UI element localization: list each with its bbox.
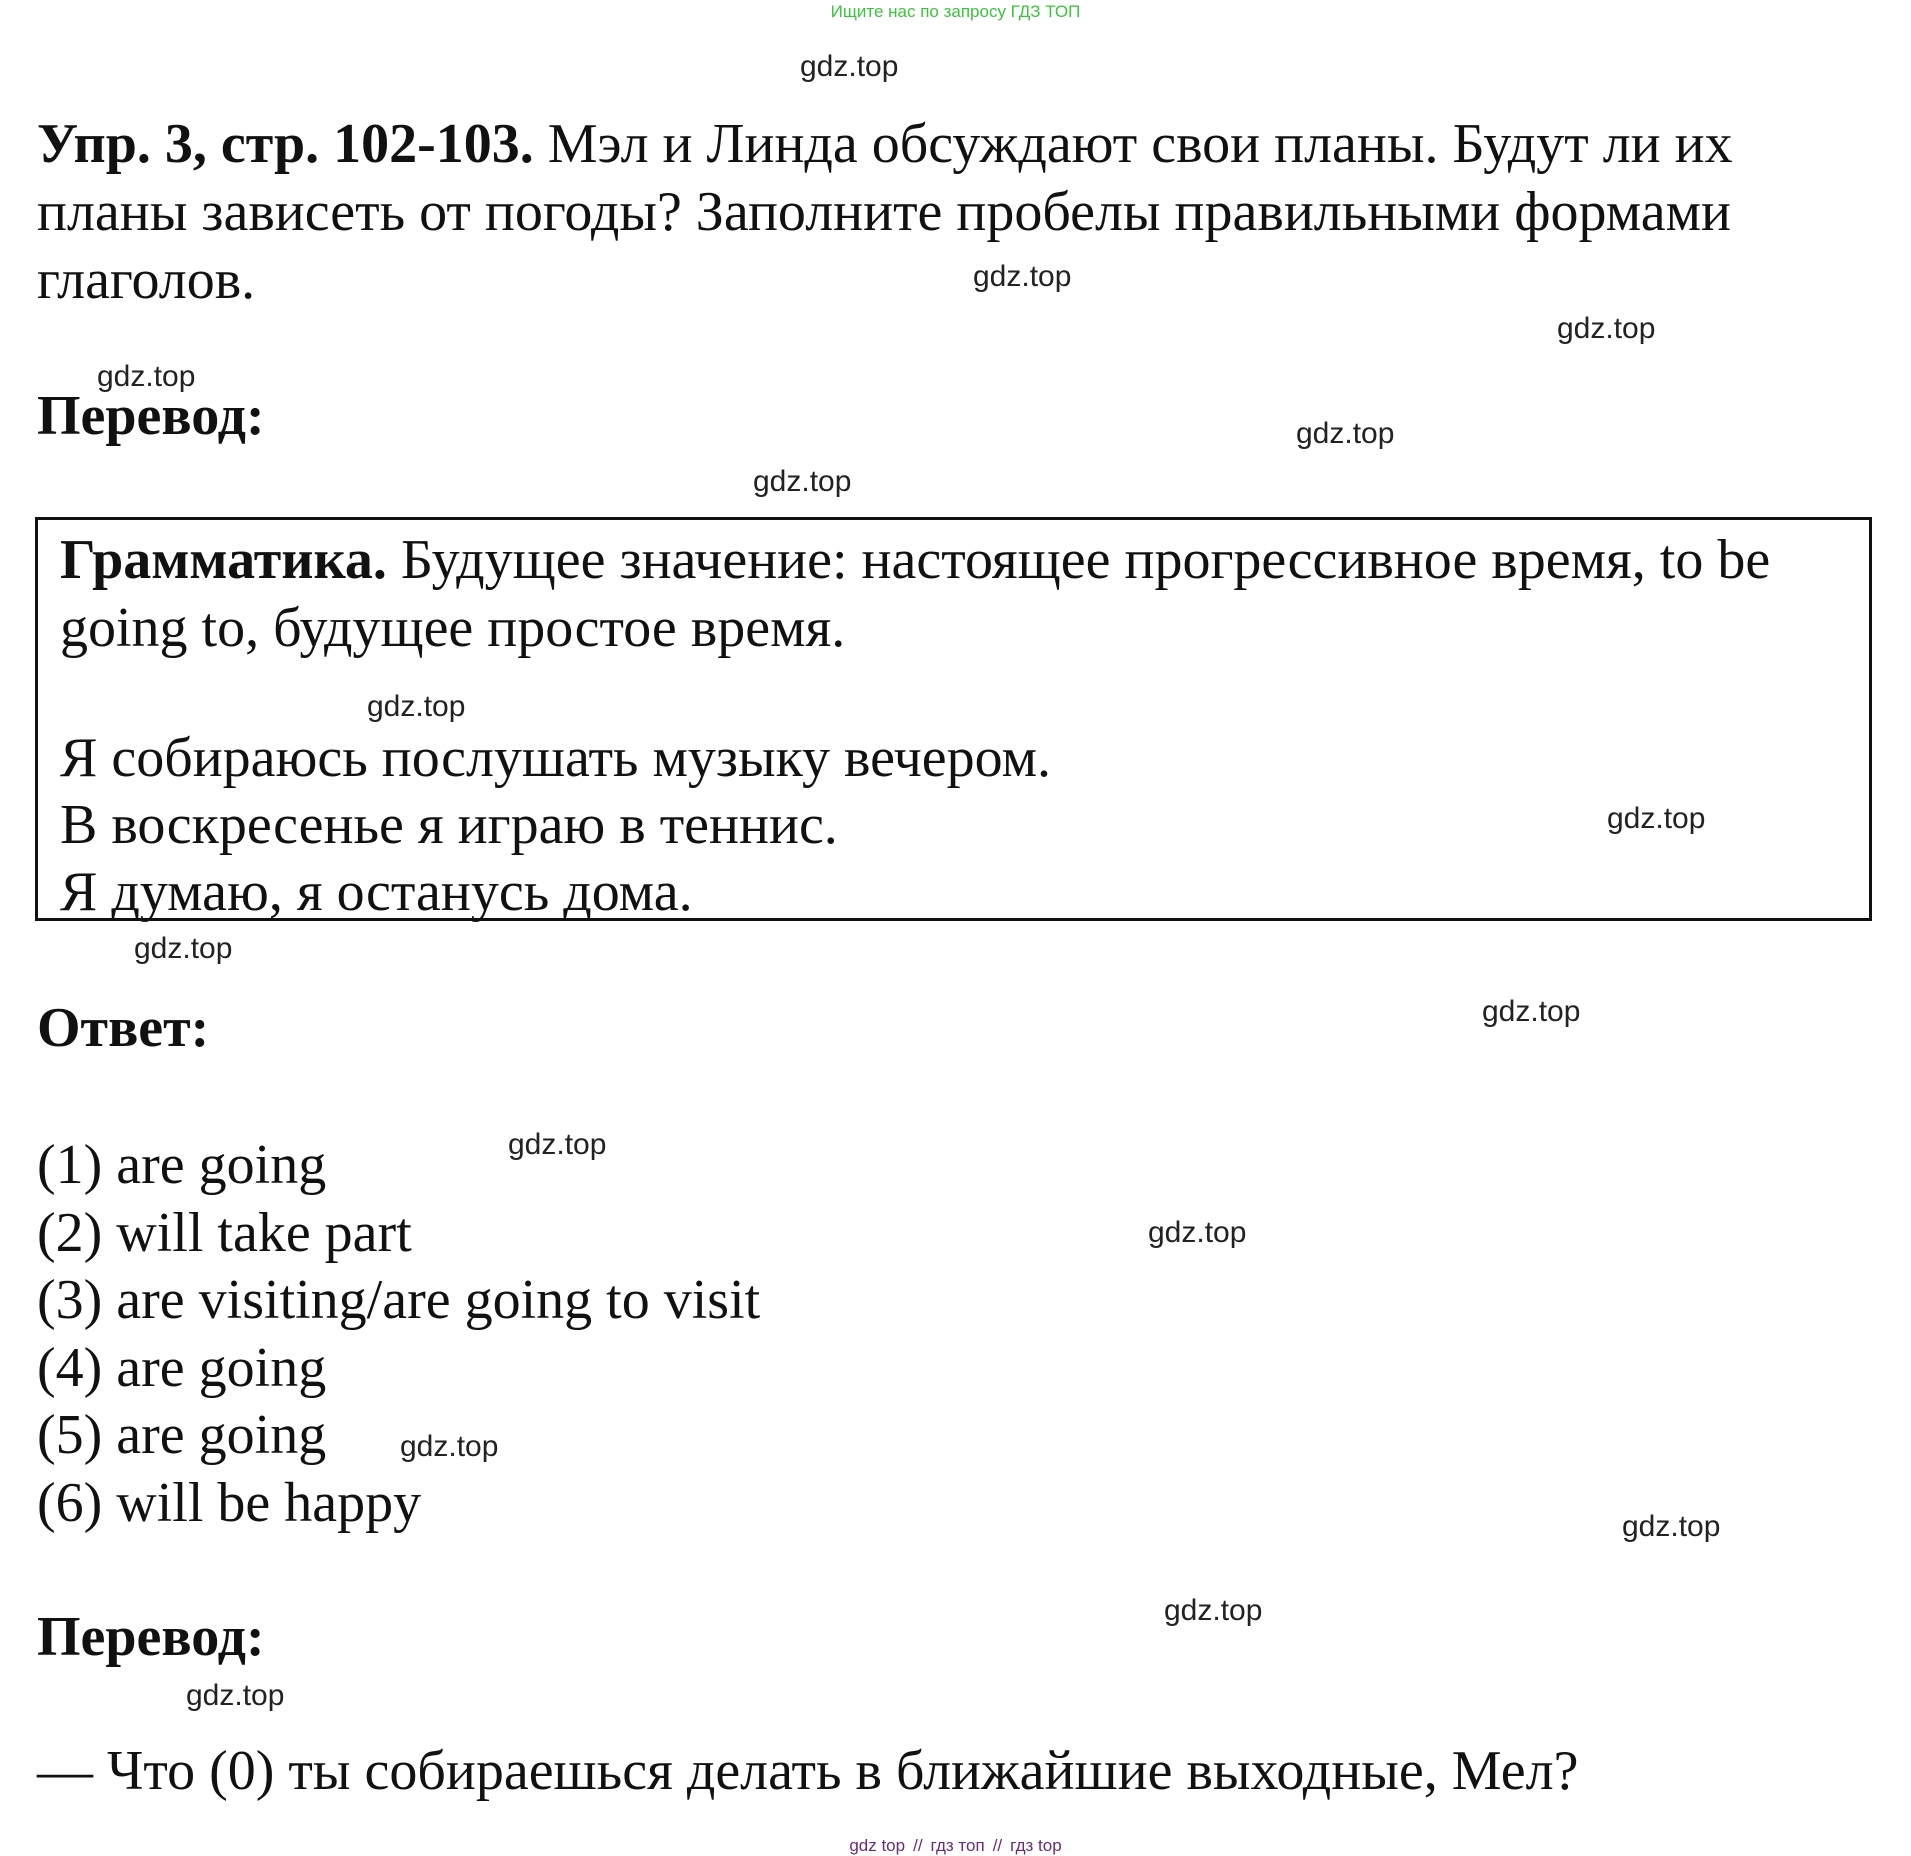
watermark: gdz.top [1482, 995, 1581, 1028]
grammar-box [35, 517, 1872, 921]
footer-text: gdz top [849, 1836, 906, 1855]
watermark: gdz.top [1148, 1216, 1247, 1249]
footer-separator: // [913, 1836, 923, 1855]
translation-heading: Перевод: [37, 1606, 265, 1668]
top-banner: Ищите нас по запросу ГДЗ ТОП [830, 2, 1081, 21]
task-statement [37, 110, 1877, 314]
watermark: gdz.top [1296, 417, 1395, 450]
watermark: gdz.top [97, 360, 196, 393]
footer-text: гдз top [1010, 1836, 1062, 1855]
watermark: gdz.top [1164, 1594, 1263, 1627]
grammar-title [60, 526, 1850, 662]
task-label: Упр. 3, стр. 102-103. [37, 113, 534, 175]
task-text: Мэл и Линда обсуждают свои планы. Будут ли их планы зависеть от погоды? Заполните пробелы правильными формами глаголов. [37, 113, 1733, 311]
answer-heading: Ответ: [37, 997, 210, 1059]
watermark: gdz.top [1557, 312, 1656, 345]
watermark: gdz.top [367, 690, 466, 723]
watermark: gdz.top [753, 465, 852, 498]
footer-text: гдз топ [930, 1836, 985, 1855]
translation-heading: Перевод: [37, 385, 265, 447]
answer-item: (4) are going [37, 1336, 327, 1399]
answer-item: (2) will take part [37, 1201, 412, 1264]
watermark: gdz.top [1622, 1510, 1721, 1543]
answer-item: (1) are going [37, 1134, 327, 1196]
watermark: gdz.top [508, 1128, 607, 1161]
grammar-example: Я думаю, я останусь дома. [60, 861, 693, 923]
watermark: gdz.top [800, 50, 899, 83]
grammar-example: В воскресенье я играю в теннис. [60, 794, 838, 856]
dialog-line: — Что (0) ты собираешься делать в ближайшие выходные, Мел? [37, 1740, 1579, 1802]
footer-separator: // [992, 1836, 1003, 1855]
watermark: gdz.top [973, 260, 1072, 293]
grammar-text: Будущее значение: настоящее прогрессивное время, to be going to, будущее простое время. [60, 529, 1771, 659]
watermark: gdz.top [134, 932, 233, 965]
grammar-label: Грамматика. [60, 529, 387, 591]
answer-item: (6) will be happy [37, 1471, 422, 1534]
footer [0, 1836, 1911, 1856]
answer-list [37, 1132, 760, 1537]
watermark: gdz.top [400, 1430, 499, 1463]
watermark: gdz.top [186, 1679, 285, 1712]
grammar-example: Я собираюсь послушать музыку вечером. [60, 727, 1052, 789]
grammar-examples [60, 725, 1051, 926]
answer-item: (5) are going [37, 1404, 327, 1466]
answer-item: (3) are visiting/are going to visit [37, 1269, 761, 1331]
watermark: gdz.top [1607, 802, 1706, 835]
